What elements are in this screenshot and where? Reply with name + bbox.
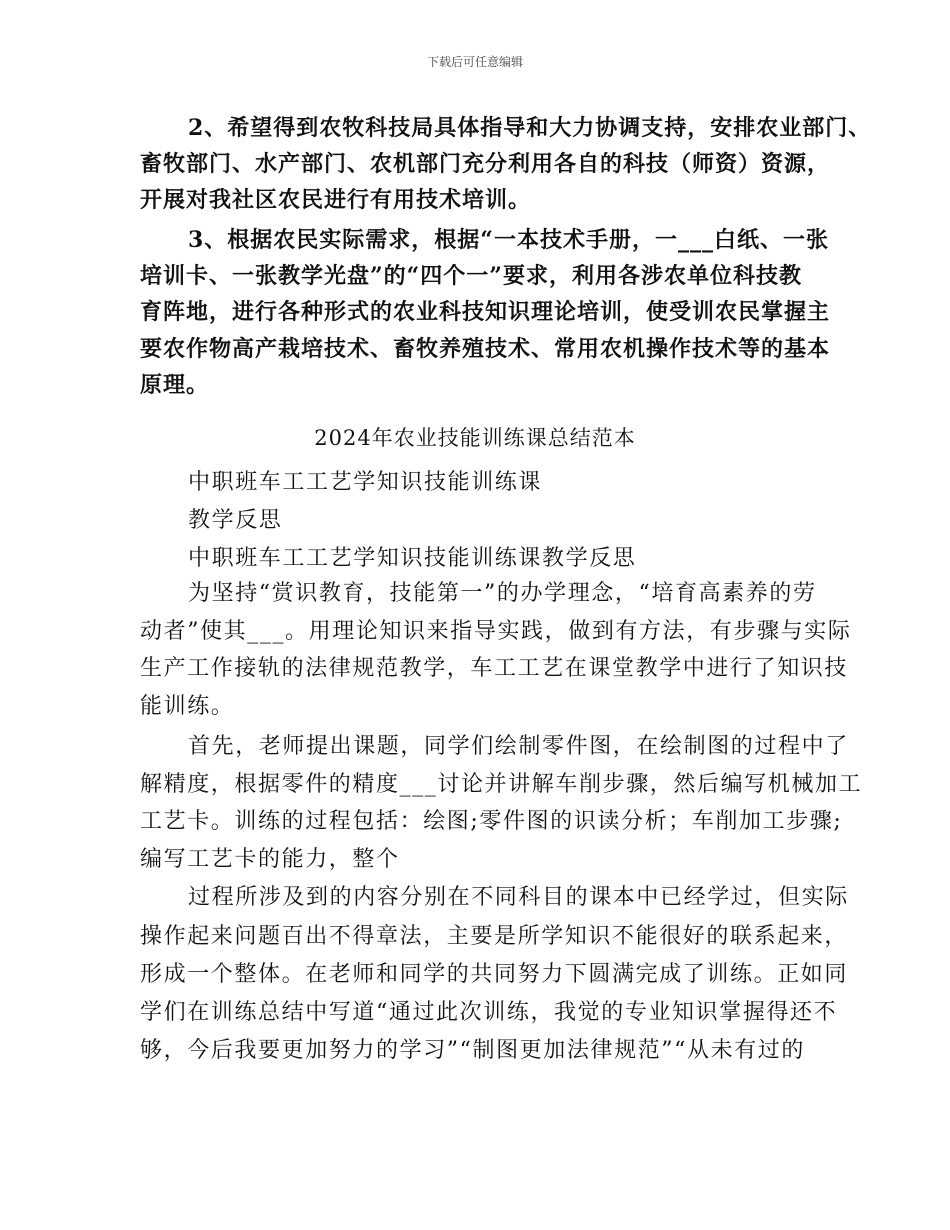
paragraph-line: 工艺卡。训练的过程包括：绘图;零件图的识读分析；车削加工步骤;	[140, 809, 843, 834]
paragraph-line: 为坚持“赏识教育，技能第一”的办学理念，“培育高素养的劳	[188, 581, 817, 606]
paragraph-line: 原理。	[140, 372, 210, 398]
paragraph-line: 首先，老师提出课题，同学们绘制零件图，在绘制图的过程中了	[188, 734, 849, 759]
paragraph-line: 学们在训练总结中写道“通过此次训练，我觉的专业知识掌握得还不	[140, 1000, 838, 1025]
paragraph-line: 2、希望得到农牧科技局具体指导和大力协调支持，安排农业部门、	[188, 115, 872, 141]
paragraph-line: 中职班车工工艺学知识技能训练课教学反思	[188, 546, 637, 571]
paragraph-line: 动者”使其___。用理论知识来指导实践，做到有方法，有步骤与实际	[140, 619, 852, 644]
paragraph-line: 育阵地，进行各种形式的农业科技知识理论培训，使受训农民掌握主	[140, 299, 831, 325]
paragraph-line: 过程所涉及到的内容分别在不同科目的课本中已经学过，但实际	[188, 885, 849, 910]
paragraph-line: 编写工艺卡的能力，整个	[140, 847, 400, 872]
paragraph-line: 形成一个整体。在老师和同学的共同努力下圆满完成了训练。正如同	[140, 962, 849, 987]
paragraph-line: 教学反思	[188, 508, 283, 533]
paragraph-line: 解精度，根据零件的精度___讨论并讲解车削步骤，然后编写机械加工	[140, 772, 863, 797]
paragraph-line: 中职班车工工艺学知识技能训练课	[188, 470, 543, 495]
paragraph-line: 能训练。	[140, 694, 235, 719]
paragraph-line: 够，今后我要更加努力的学习”“制图更加法律规范”“从未有过的	[140, 1038, 805, 1063]
paragraph-line: 生产工作接轨的法律规范教学，车工工艺在课堂教学中进行了知识技	[140, 656, 849, 681]
document-title: 2024年农业技能训练课总结范本	[314, 426, 636, 450]
paragraph-line: 开展对我社区农民进行有用技术培训。	[140, 187, 532, 213]
paragraph-line: 要农作物高产栽培技术、畜牧养殖技术、常用农机操作技术等的基本	[140, 336, 831, 362]
page-header-note: 下载后可任意编辑	[426, 55, 523, 69]
paragraph-line: 操作起来问题百出不得章法，主要是所学知识不能很好的联系起来，	[140, 924, 849, 949]
paragraph-line: 3、根据农民实际需求，根据“一本技术手册，一___白纸、一张	[188, 227, 829, 253]
paragraph-line: 畜牧部门、水产部门、农机部门充分利用各自的科技（师资）资源，	[140, 151, 831, 177]
paragraph-line: 培训卡、一张教学光盘”的“四个一”要求，利用各涉农单位科技教	[140, 263, 802, 289]
